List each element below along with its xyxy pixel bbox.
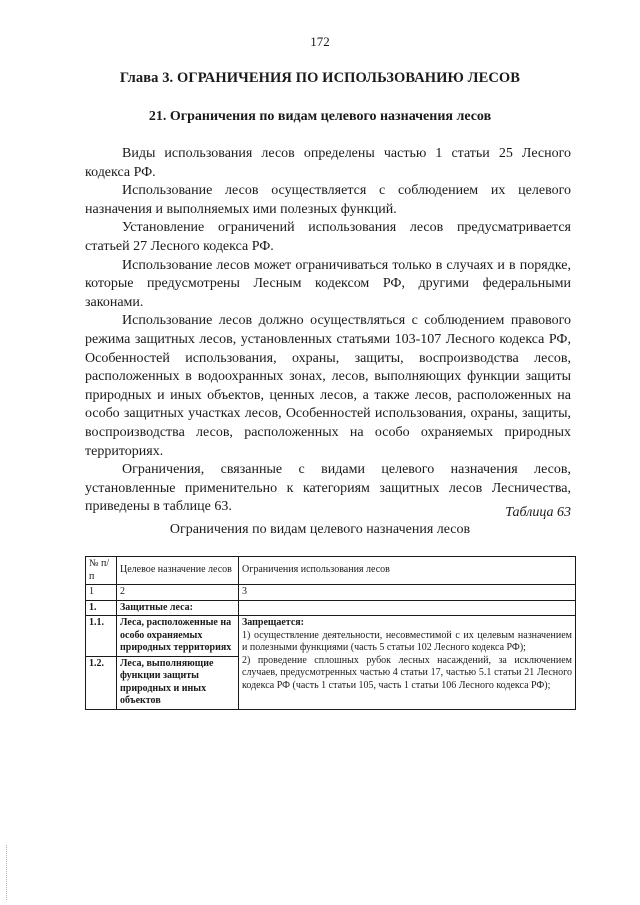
paragraph: Виды использования лесов определены частью 1 статьи 25 Лесного кодекса РФ. <box>85 146 571 180</box>
row-num: 1. <box>86 600 117 616</box>
section-title: 21. Ограничения по видам целевого назначения лесов <box>148 109 492 124</box>
scan-margin-dots <box>6 845 8 900</box>
column-number: 1 <box>86 585 117 601</box>
table-caption: Таблица 63 <box>505 505 571 520</box>
table-row <box>86 600 576 616</box>
header-restrictions: Ограничения использования лесов <box>239 557 576 585</box>
row-num: 1.1. <box>86 616 117 657</box>
paragraph: Установление ограничений использования лесов предусматривается статьей 27 Лесного кодекса РФ. <box>85 220 571 254</box>
restriction-item: 2) проведение сплошных рубок лесных насаждений, за исключением случаев, предусмотренных частью 4 статьи 17, частью 5.1 статьи 21 Лесного кодекса РФ (часть 1 статьи 105, часть 1 статьи 106 Лесного кодекса РФ); <box>242 654 572 691</box>
chapter-title: Глава 3. ОГРАНИЧЕНИЯ ПО ИСПОЛЬЗОВАНИЮ ЛЕСОВ <box>119 70 521 86</box>
paragraph: Использование лесов может ограничиваться только в случаях и в порядке, которые предусмотрены Лесным кодексом РФ, другими федеральными законами. <box>85 257 571 310</box>
restrictions-table <box>85 556 576 710</box>
restriction-item: 1) осуществление деятельности, несовместимой с их целевым назначением и полезными функциями (часть 5 статьи 102 Лесного кодекса РФ); <box>242 629 572 653</box>
paragraph: Использование лесов осуществляется с соблюдением их целевого назначения и выполняемых ими полезных функций. <box>85 183 571 217</box>
row-purpose: Леса, выполняющие функции защиты природных и иных объектов <box>117 656 239 709</box>
table-header-row <box>86 557 576 585</box>
row-restrictions <box>239 616 576 710</box>
restrictions-heading: Запрещается: <box>242 617 305 628</box>
row-num: 1.2. <box>86 656 117 709</box>
column-number-row <box>86 585 576 601</box>
column-number: 2 <box>117 585 239 601</box>
row-restrictions-empty <box>239 600 576 616</box>
row-purpose: Защитные леса: <box>117 600 239 616</box>
table-title: Ограничения по видам целевого назначения лесов <box>169 522 471 537</box>
table-row <box>86 616 576 657</box>
header-num: № п/п <box>86 557 117 585</box>
row-purpose: Леса, расположенные на особо охраняемых природных территориях <box>117 616 239 657</box>
page-number: 172 <box>310 34 330 49</box>
paragraph: Ограничения, связанные с видами целевого назначения лесов, установленные применительно к категориям защитных лесов Лесничества, приведены в таблице 63. <box>85 462 571 515</box>
header-purpose: Целевое назначение лесов <box>117 557 239 585</box>
body-text <box>85 145 571 517</box>
paragraph: Использование лесов должно осуществляться с соблюдением правового режима защитных лесов, установленных статьями 103-107 Лесного кодекса РФ, Особенностей использования, охраны, защиты, воспроизводства лесов, расположенных в водоохранных зонах, лесов, выполняющих функции защиты природных и иных объектов, ценных лесов, а также лесов, расположенных на особо защитных участках лесов, Особенностей использования, охраны, защиты, воспроизводства лесов, расположенных на особо охраняемых природных территориях. <box>85 313 571 459</box>
column-number: 3 <box>239 585 576 601</box>
